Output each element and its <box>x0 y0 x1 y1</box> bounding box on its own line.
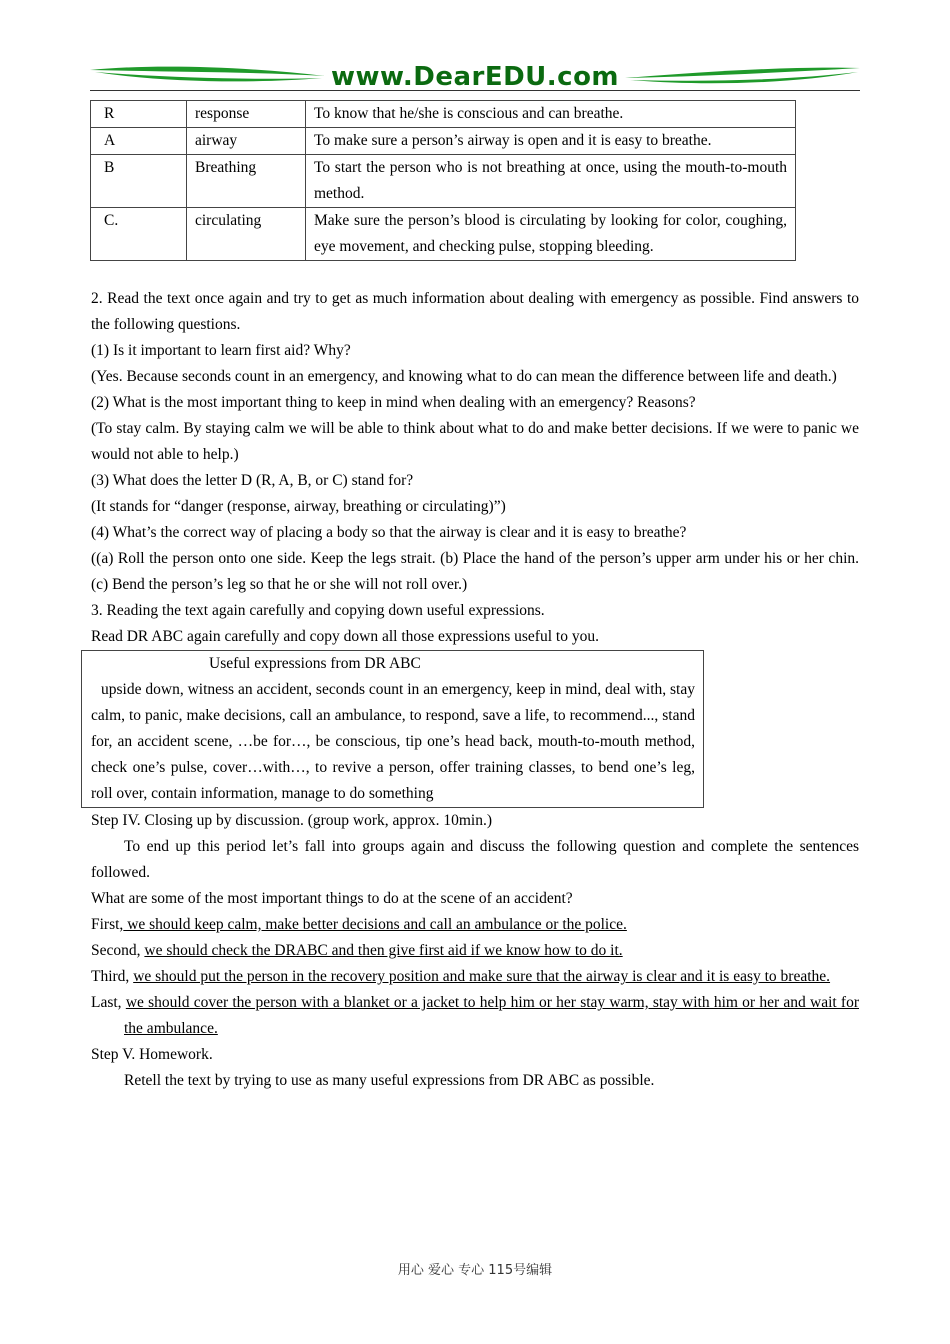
answer-3: (It stands for “danger (response, airway, breathing or circulating)”) <box>91 498 506 515</box>
document-body <box>91 286 859 1094</box>
task-3-instruction: 3. Reading the text again carefully and copying down useful expressions. <box>91 602 545 619</box>
answer-third-text: we should put the person in the recovery position and make sure that the airway is clear and it is easy to breathe. <box>133 968 831 985</box>
step-5-heading: Step V. Homework. <box>91 1046 213 1063</box>
table-cell-description: To start the person who is not breathing at once, using the mouth-to-mouth method. <box>306 155 796 208</box>
task-2-instruction: 2. Read the text once again and try to get as much information about dealing with emergency as possible. Find answers to the following questions. <box>91 290 859 333</box>
answer-second-text: we should check the DRABC and then give first aid if we know how to do it. <box>144 942 623 959</box>
answer-first-text: we should keep calm, make better decisions and call an ambulance or the police. <box>123 916 627 933</box>
answer-second <box>91 938 859 964</box>
page-footer: 用心 爱心 专心 115号编辑 <box>397 1263 553 1278</box>
site-name[interactable]: www.DearEDU.com <box>330 62 620 92</box>
table-row <box>91 155 796 208</box>
question-4: (4) What’s the correct way of placing a body so that the airway is clear and it is easy to breathe? <box>91 524 687 541</box>
table-row <box>91 101 796 128</box>
drabc-table <box>90 100 796 261</box>
table-row <box>91 128 796 155</box>
discussion-question: What are some of the most important things to do at the scene of an accident? <box>91 890 573 907</box>
header-divider <box>90 90 860 91</box>
table-cell-description: To know that he/she is conscious and can breathe. <box>306 101 796 128</box>
question-3: (3) What does the letter D (R, A, B, or C) stand for? <box>91 472 414 489</box>
answer-last-label: Last, <box>91 994 122 1011</box>
answer-1: (Yes. Because seconds count in an emergency, and knowing what to do can mean the difference between life and death.) <box>91 368 837 385</box>
table-cell-letter: B <box>91 155 187 208</box>
answer-first <box>91 912 859 938</box>
table-cell-letter: A <box>91 128 187 155</box>
table-cell-term: airway <box>187 128 306 155</box>
box-title: Useful expressions from DR ABC <box>209 655 421 672</box>
table-cell-letter: R <box>91 101 187 128</box>
question-2: (2) What is the most important thing to keep in mind when dealing with an emergency? Reasons? <box>91 394 696 411</box>
step-4-intro: To end up this period let’s fall into groups again and discuss the following question and complete the sentences followed. <box>91 838 859 881</box>
table-cell-description: To make sure a person’s airway is open and it is easy to breathe. <box>306 128 796 155</box>
answer-third <box>91 964 859 990</box>
box-expressions: upside down, witness an accident, seconds count in an emergency, keep in mind, deal with, stay calm, to panic, make decisions, call an ambulance, to respond, save a life, to recommend..., stand for, an accident scene, …be for…, be conscious, tip one’s head back, mouth-to-mouth method, check one’s pulse, cover…with…, to revive a person, offer training classes, to bend one’s leg, roll over, contain information, manage to do something <box>91 681 695 802</box>
step-4-heading: Step IV. Closing up by discussion. (group work, approx. 10min.) <box>91 812 492 829</box>
table-row <box>91 208 796 261</box>
table-cell-description: Make sure the person’s blood is circulating by looking for color, coughing, eye movement, and checking pulse, stopping bleeding. <box>306 208 796 261</box>
table-cell-letter: C. <box>91 208 187 261</box>
answer-2: (To stay calm. By staying calm we will be able to think about what to do and make better decisions. If we were to panic we would not able to help.) <box>91 420 859 463</box>
table-cell-term: Breathing <box>187 155 306 208</box>
answer-second-label: Second, <box>91 942 141 959</box>
answer-third-label: Third, <box>91 968 130 985</box>
useful-expressions-box <box>81 650 704 808</box>
question-1: (1) Is it important to learn first aid? Why? <box>91 342 351 359</box>
homework-text: Retell the text by trying to use as many useful expressions from DR ABC as possible. <box>124 1072 655 1089</box>
answer-4: ((a) Roll the person onto one side. Keep the legs strait. (b) Place the hand of the person’s upper arm under his or her chin. (c) Bend the person’s leg so that he or she will not roll over.) <box>91 550 859 593</box>
task-3-subinstruction: Read DR ABC again carefully and copy down all those expressions useful to you. <box>91 628 599 645</box>
table-cell-term: circulating <box>187 208 306 261</box>
table-cell-term: response <box>187 101 306 128</box>
answer-first-label: First, <box>91 916 124 933</box>
answer-last-text: we should cover the person with a blanket or a jacket to help him or her stay warm, stay with him or her and wait for the ambulance. <box>124 994 859 1037</box>
answer-last <box>91 990 859 1042</box>
